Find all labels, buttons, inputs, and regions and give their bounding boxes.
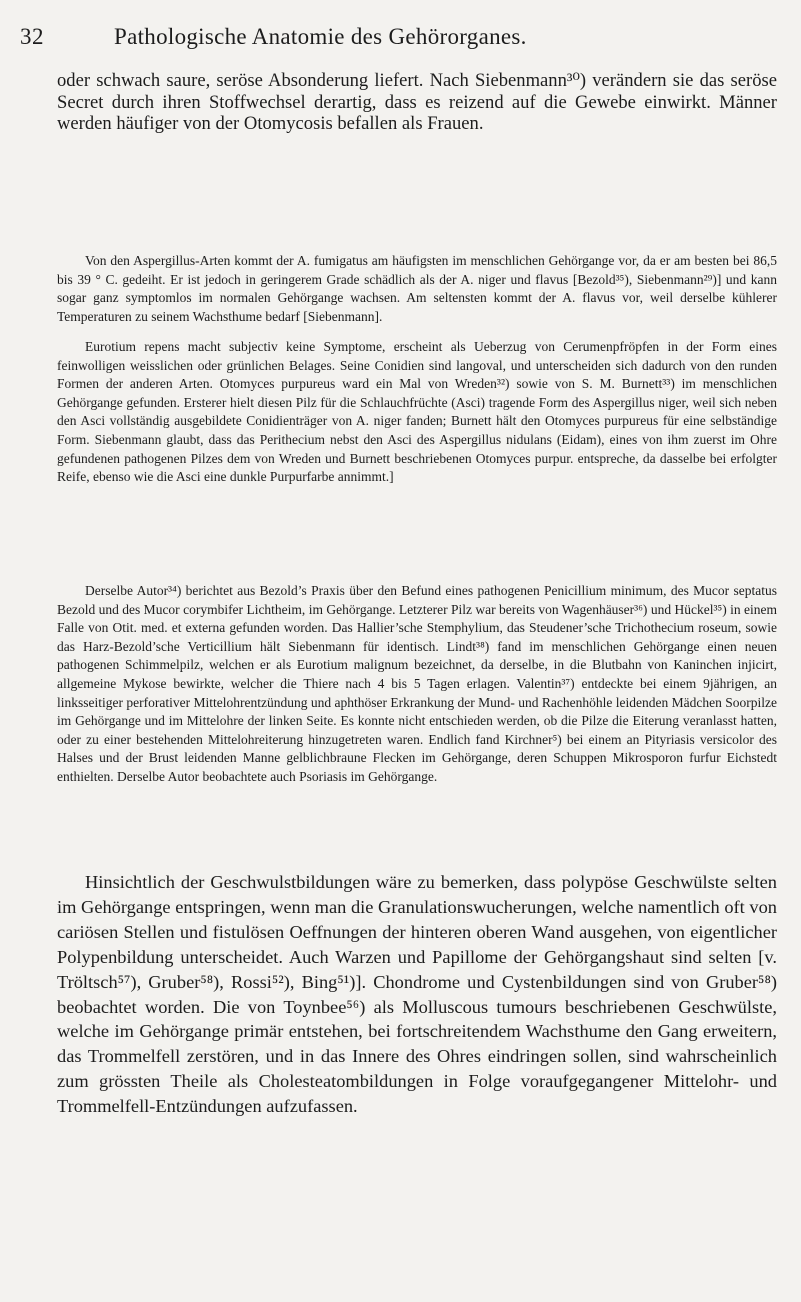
page-number: 32: [20, 24, 44, 49]
paragraph-block: [57, 70, 777, 135]
paragraph-otomycosis-secretion: oder schwach saure, seröse Absonderung liefert. Nach Siebenmann³⁰) verändern sie das seröse Secret durch ihren Stoffwechsel derartig, dass es reizend auf die Gewebe einwirkt. Männer werden häufiger von der Otomycosis befallen als Frauen.: [57, 70, 777, 134]
paragraph-tumours: Hinsichtlich der Geschwulstbildungen wäre zu bemerken, dass polypöse Geschwülste selten im Gehörgange entspringen, wenn man die Granulationswucherungen, welche namentlich oft von cariösen Stellen und fistulösen Oeffnungen der hinteren oberen Wand ausgehen, von eigentlicher Polypenbildung unterscheidet. Auch Warzen und Papillome der Gehörgangshaut sind selten [v. Tröltsch⁵⁷), Gruber⁵⁸), Rossi⁵²), Bing⁵¹)]. Chondrome und Cystenbildungen sind von Gruber⁵⁸) beobachtet worden. Die von Toynbee⁵⁶) als Molluscous tumours beschriebenen Geschwülste, welche im Gehörgange primär entstehen, bei fortschreitendem Wachsthume den Gang erweitern, das Trommelfell zerstören, und in das Innere des Ohres eindringen sollen, sind wahrscheinlich zum grössten Theile als Cholesteatombildungen in Folge voraufgegangener Mittelohr- und Trommelfell-Entzündungen aufzufassen.: [57, 872, 777, 1117]
paragraph-block: [57, 582, 777, 787]
page-header: [20, 24, 777, 64]
paragraph-block: [57, 252, 777, 326]
paragraph-further-fungi: Derselbe Autor³⁴) berichtet aus Bezold’s Praxis über den Befund eines pathogenen Penicillium minimum, des Mucor septatus Bezold und des Mucor corymbifer Lichtheim, im Gehörgange. Letzterer Pilz war bereits von Wagenhäuser³⁶) und Hückel³⁵) in einem Falle von Otit. med. et externa gefunden worden. Das Hallier’sche Stemphylium, das Steudener’sche Trichothecium roseum, sowie das Harz-Bezold’sche Verticillium hält Siebenmann für identisch. Lindt³⁸) fand im menschlichen Gehörgange einen neuen pathogenen Schimmelpilz, welchen er als Eurotium malignum bezeichnet, da derselbe, in die Blutbahn von Kaninchen injicirt, allgemeine Mykose bewirkte, welcher die Thiere nach 4 bis 5 Tagen erlagen. Valentin³⁷) entdeckte bei einem 9jährigen, an linksseitiger perforativer Mittelohrentzündung und aphthöser Erkrankung der Mund- und Rachenhöhle leidenden Mädchen Soorpilze im Gehörgange und im Mittelohre der linken Seite. Es konnte nicht entschieden werden, ob die Pilze die Eiterung veranlasst hatten, oder zu einer bestehenden Mittelohreiterung hinzugetreten waren. Endlich fand Kirchner⁵) bei einem an Pityriasis versicolor des Halses und der Brust leidenden Manne gelblichbraune Flecken im Gehörgange, deren Schuppen Mikrosporon furfur Eichstedt enthielten. Derselbe Autor beobachtete auch Psoriasis im Gehörgange.: [57, 583, 777, 784]
running-head: Pathologische Anatomie des Gehörorganes.: [114, 24, 527, 49]
paragraph-block: [57, 870, 777, 1119]
paragraph-aspergillus-species: Von den Aspergillus-Arten kommt der A. fumigatus am häufigsten im menschlichen Gehörgange vor, da er am besten bei 86,5 bis 39 ° C. gedeiht. Er ist jedoch in geringerem Grade schädlich als der A. niger und flavus [Bezold³⁵), Siebenmann²⁹)] und kann sogar ganz symptomlos im normalen Gehörgange wachsen. Am seltensten kommt der A. flavus vor, weil derselbe kühlerer Temperaturen zu seinem Wachsthume bedarf [Siebenmann].: [57, 253, 777, 324]
paragraph-eurotium-repens: Eurotium repens macht subjectiv keine Symptome, erscheint als Ueberzug von Cerumenpfröpfen in der Form eines feinwolligen weisslichen oder grünlichen Belages. Seine Conidien sind langoval, und unterscheiden sich dadurch von den runden Formen der anderen Arten. Otomyces purpureus ward ein Mal von Wreden³²) sowie von S. M. Burnett³³) im menschlichen Gehörgange gefunden. Ersterer hielt diesen Pilz für die Schlauchfrüchte (Asci) tragende Form des Aspergillus niger, weil sich neben den Asci vollständig ausgebildete Conidienträger von A. niger fanden; Burnett hält den Otomyces purpureus für eine selbständige Form. Siebenmann glaubt, dass das Perithecium nebst den Asci des Aspergillus nidulans (Eidam), eines von ihm zuerst im Ohre gefundenen pathogenen Pilzes dem von Wreden und Burnett beschriebenen Otomyces purpur. entspreche, da dasselbe bei erfolgter Reife, ebenso wie die Asci eine dunkle Purpurfarbe annimmt.]: [57, 339, 777, 485]
paragraph-block: [57, 338, 777, 487]
